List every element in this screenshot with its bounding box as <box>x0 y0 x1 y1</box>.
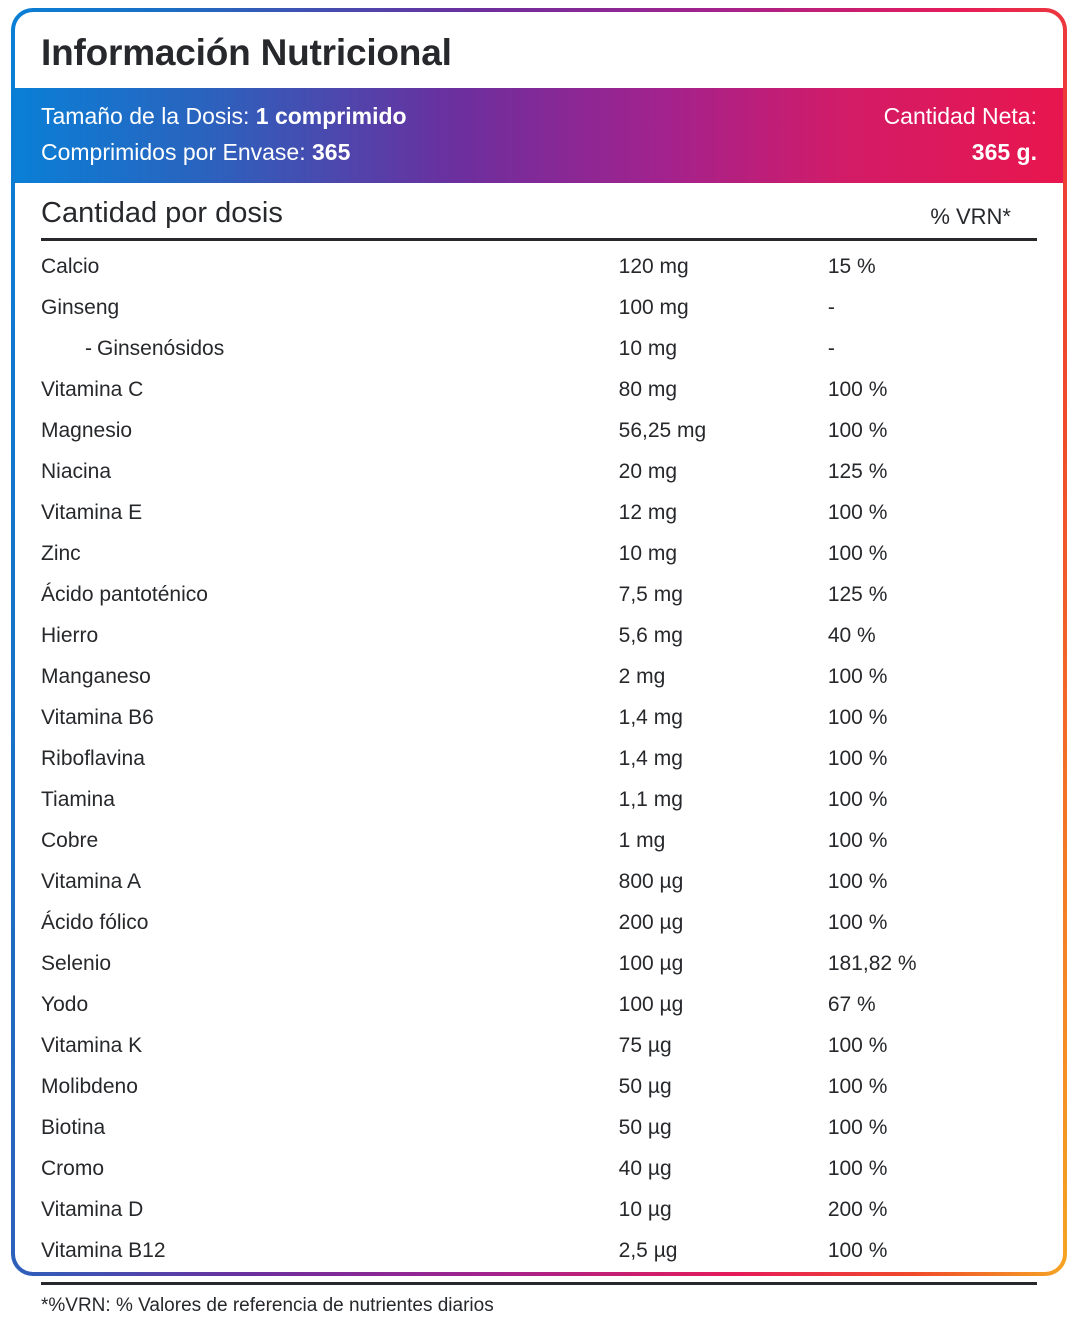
nutrient-vrn: 15 % <box>827 255 876 279</box>
table-row <box>41 452 1037 493</box>
nutrient-name: Vitamina K <box>41 1034 143 1058</box>
nutrient-name: Tiamina <box>41 788 115 812</box>
nutrient-amount: 10 µg <box>618 1198 672 1222</box>
nutrient-amount: 80 mg <box>618 378 678 402</box>
nutrient-amount: 1 mg <box>618 829 666 853</box>
nutrient-amount: 50 µg <box>618 1116 672 1140</box>
nutrient-amount: 20 mg <box>618 460 678 484</box>
nutrient-name-sub <box>41 329 619 370</box>
nutrient-amount: 7,5 mg <box>618 583 683 607</box>
page-title: Información Nutricional <box>41 32 452 73</box>
serving-size-value: 1 comprimido <box>255 103 407 129</box>
table-row <box>41 1026 1037 1067</box>
nutrient-name: Vitamina B6 <box>41 706 154 730</box>
nutrient-amount: 56,25 mg <box>618 419 707 443</box>
nutrient-amount: 1,1 mg <box>618 788 683 812</box>
nutrient-amount: 50 µg <box>618 1075 672 1099</box>
table-row <box>41 370 1037 411</box>
nutrient-amount: 200 µg <box>618 911 684 935</box>
nutrient-amount: 100 mg <box>618 296 689 320</box>
table-row <box>41 1190 1037 1231</box>
nutrient-amount: 1,4 mg <box>618 706 683 730</box>
nutrient-vrn: 100 % <box>827 1075 888 1099</box>
nutrient-vrn: 100 % <box>827 1239 888 1263</box>
nutrient-name: Riboflavina <box>41 747 145 771</box>
table-row <box>41 1067 1037 1108</box>
table-row <box>41 288 1037 329</box>
nutrient-amount: 10 mg <box>618 337 678 361</box>
nutrient-name: Niacina <box>41 460 112 484</box>
nutrient-amount: 12 mg <box>618 501 678 525</box>
nutrient-amount: 40 µg <box>618 1157 672 1181</box>
nutrient-vrn: 100 % <box>827 419 888 443</box>
nutrient-amount: 10 mg <box>618 542 678 566</box>
serving-info-left <box>41 99 407 170</box>
vrn-footnote: *%VRN: % Valores de referencia de nutrientes diarios <box>41 1294 494 1316</box>
nutrient-vrn: 125 % <box>827 460 888 484</box>
sub-item-dash: - <box>85 337 92 361</box>
net-quantity-value: 365 g. <box>971 138 1037 165</box>
nutrient-vrn: 100 % <box>827 747 888 771</box>
net-quantity-block <box>884 99 1037 170</box>
title-bar <box>15 12 1063 84</box>
table-row <box>41 903 1037 944</box>
table-row <box>41 821 1037 862</box>
nutrient-name: Ginsenósidos <box>97 337 225 361</box>
nutrient-amount: 75 µg <box>618 1034 672 1058</box>
table-row <box>41 411 1037 452</box>
nutrient-name: Yodo <box>41 993 89 1017</box>
table-row <box>41 1108 1037 1149</box>
nutrient-name: Ginseng <box>41 296 120 320</box>
nutrient-amount: 5,6 mg <box>618 624 683 648</box>
table-row <box>41 985 1037 1026</box>
nutrient-name: Ácido pantoténico <box>41 583 208 607</box>
nutrient-vrn: 100 % <box>827 1034 888 1058</box>
nutrient-name: Calcio <box>41 255 100 279</box>
nutrient-name: Magnesio <box>41 419 133 443</box>
serving-info-band <box>15 88 1063 183</box>
nutrient-name: Vitamina D <box>41 1198 144 1222</box>
table-row <box>41 780 1037 821</box>
nutrient-name: Hierro <box>41 624 99 648</box>
nutrient-vrn: 125 % <box>827 583 888 607</box>
nutrient-vrn: 100 % <box>827 788 888 812</box>
nutrient-name: Cromo <box>41 1157 105 1181</box>
nutrition-label-card <box>11 8 1067 1316</box>
nutrient-name: Vitamina B12 <box>41 1239 166 1263</box>
nutrient-vrn: 100 % <box>827 665 888 689</box>
nutrient-vrn: 40 % <box>827 624 876 648</box>
nutrient-name: Molibdeno <box>41 1075 138 1099</box>
table-header <box>15 183 1063 238</box>
nutrient-vrn: 100 % <box>827 1157 888 1181</box>
table-row <box>41 241 1037 288</box>
table-row <box>41 657 1037 698</box>
nutrient-name: Zinc <box>41 542 81 566</box>
nutrients-table-body <box>41 241 1037 1272</box>
nutrient-name: Manganeso <box>41 665 151 689</box>
nutrient-vrn: 200 % <box>827 1198 888 1222</box>
nutrient-amount: 120 mg <box>618 255 689 279</box>
nutrients-table <box>41 241 1037 1272</box>
nutrient-name: Vitamina C <box>41 378 144 402</box>
nutrient-vrn: 181,82 % <box>827 952 917 976</box>
table-row <box>41 944 1037 985</box>
table-row <box>41 739 1037 780</box>
nutrient-vrn: 100 % <box>827 501 888 525</box>
table-row <box>41 698 1037 739</box>
servings-per-container-row <box>41 135 407 171</box>
nutrient-name: Biotina <box>41 1116 106 1140</box>
nutrient-vrn: 100 % <box>827 829 888 853</box>
table-row <box>41 493 1037 534</box>
nutrient-vrn: 100 % <box>827 378 888 402</box>
nutrient-name: Vitamina A <box>41 870 142 894</box>
nutrient-vrn: 67 % <box>827 993 876 1017</box>
nutrient-amount: 100 µg <box>618 993 684 1017</box>
servings-per-container-value: 365 <box>312 138 351 165</box>
table-row <box>41 616 1037 657</box>
servings-per-container-label: Comprimidos por Envase: <box>41 138 306 165</box>
net-quantity-label: Cantidad Neta: <box>883 103 1037 129</box>
table-row <box>41 1231 1037 1272</box>
nutrient-vrn: 100 % <box>827 870 888 894</box>
nutrient-name: Vitamina E <box>41 501 143 525</box>
vrn-header: % VRN* <box>930 204 1011 230</box>
table-row <box>41 329 1037 370</box>
nutrient-vrn: 100 % <box>827 1116 888 1140</box>
nutrient-amount: 1,4 mg <box>618 747 683 771</box>
nutrient-vrn: 100 % <box>827 911 888 935</box>
table-row <box>41 534 1037 575</box>
table-row <box>41 862 1037 903</box>
nutrient-vrn: 100 % <box>827 706 888 730</box>
nutrient-name: Selenio <box>41 952 112 976</box>
nutrient-vrn: - <box>827 337 835 361</box>
serving-size-label: Tamaño de la Dosis: <box>41 103 250 129</box>
nutrient-amount: 100 µg <box>618 952 684 976</box>
table-row <box>41 1149 1037 1190</box>
nutrient-vrn: - <box>827 296 835 320</box>
nutrient-name: Cobre <box>41 829 99 853</box>
serving-size-row <box>41 99 407 135</box>
nutrient-amount: 800 µg <box>618 870 684 894</box>
amount-per-serving-header: Cantidad por dosis <box>41 197 283 230</box>
nutrient-amount: 2 mg <box>618 665 666 689</box>
nutrient-vrn: 100 % <box>827 542 888 566</box>
nutrient-name: Ácido fólico <box>41 911 149 935</box>
table-row <box>41 575 1037 616</box>
nutrient-amount: 2,5 µg <box>618 1239 678 1263</box>
